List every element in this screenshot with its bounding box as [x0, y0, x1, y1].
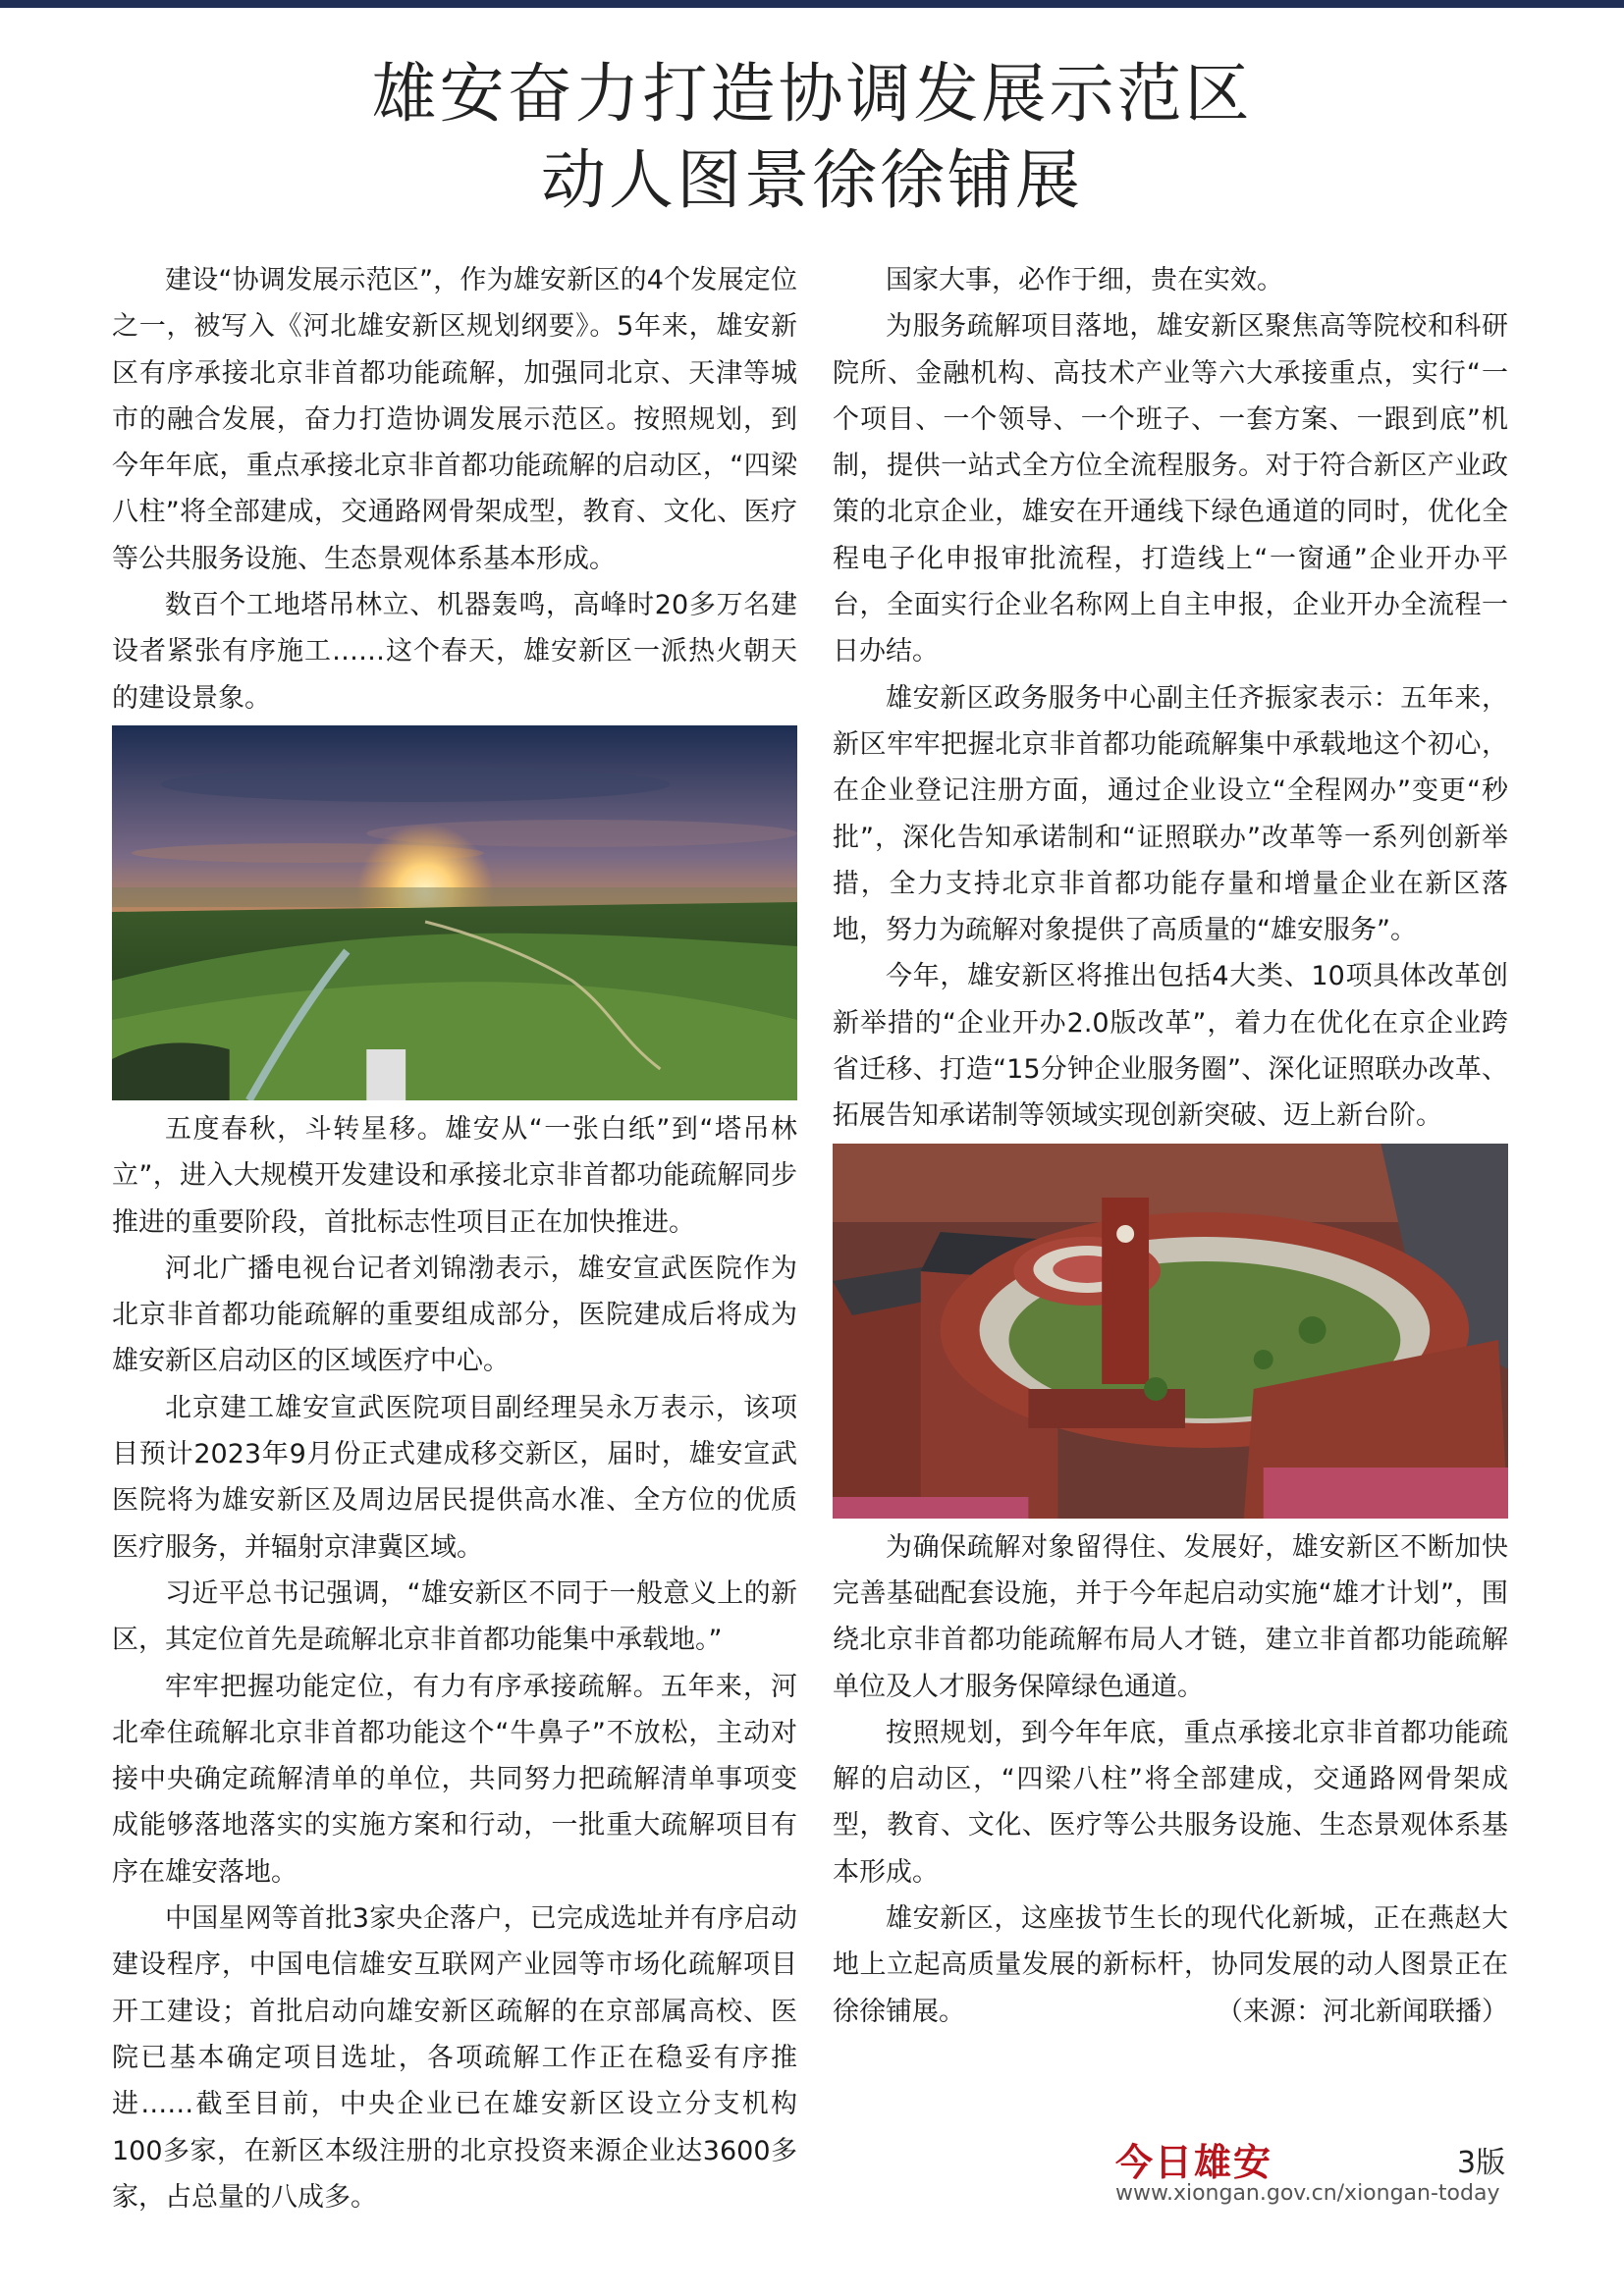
left-column	[112, 257, 797, 2220]
left-paragraph-7: 牢牢把握功能定位，有力有序承接疏解。五年来，河北牵住疏解北京非首都功能这个“牛鼻子”不放松，主动对接中央确定疏解清单的单位，共同努力把疏解清单事项变成能够落地落实的实施方案和行动，一批重大疏解项目有序在雄安落地。	[112, 1671, 797, 1888]
title-line-1: 雄安奋力打造协调发展示范区	[371, 56, 1253, 132]
right-paragraph-2: 为服务疏解项目落地，雄安新区聚焦高等院校和科研院所、金融机构、高技术产业等六大承接重点，实行“一个项目、一个领导、一个班子、一套方案、一跟到底”机制，提供一站式全方位全流程服务。对于符合新区产业政策的北京企业，雄安在开通线下绿色通道的同时，优化全程电子化申报审批流程，打造线上“一窗通”企业开办平台，全面实行企业名称网上自主申报，企业开办全流程一日办结。	[833, 311, 1508, 667]
left-paragraph-6: 习近平总书记强调，“雄安新区不同于一般意义上的新区，其定位首先是疏解北京非首都功能集中承载地。”	[112, 1577, 797, 1656]
footer-url: www.xiongan.gov.cn/xiongan-today	[1115, 2181, 1500, 2206]
left-paragraph-5: 北京建工雄安宣武医院项目副经理吴永万表示，该项目预计2023年9月份正式建成移交新区，届时，雄安宣武医院将为雄安新区及周边居民提供高水准、全方位的优质医疗服务，并辐射京津冀区域。	[112, 1392, 797, 1563]
left-paragraph-2: 数百个工地塔吊林立、机器轰鸣，高峰时20多万名建设者紧张有序施工……这个春天，雄安新区一派热火朝天的建设景象。	[112, 590, 797, 714]
right-paragraph-4: 今年，雄安新区将推出包括4大类、10项具体改革创新举措的“企业开办2.0版改革”，着力在优化在京企业跨省迁移、打造“15分钟企业服务圈”、深化证照联办改革、拓展告知承诺制等领域实现创新突破、迈上新台阶。	[833, 961, 1508, 1132]
page-number: 3版	[1457, 2146, 1506, 2180]
closing-text: 雄安新区，这座拔节生长的现代化新城，正在燕赵大地上立起高质量发展的新标杆，协同发展的动人图景正在徐徐铺展。	[833, 1903, 1508, 2027]
title-line-2: 动人图景徐徐铺展	[541, 142, 1083, 218]
newspaper-logo: 今日雄安	[1115, 2140, 1273, 2184]
right-paragraph-3: 雄安新区政务服务中心副主任齐振家表示：五年来，新区牢牢把握北京非首都功能疏解集中承载地这个初心，在企业登记注册方面，通过企业设立“全程网办”变更“秒批”，深化告知承诺制和“证照联办”改革等一系列创新举措，全力支持北京非首都功能存量和增量企业在新区落地，努力为疏解对象提供了高质量的“雄安服务”。	[833, 682, 1508, 946]
source-credit: （来源：河北新闻联播）	[1217, 1996, 1508, 2027]
left-paragraph-1: 建设“协调发展示范区”，作为雄安新区的4个发展定位之一，被写入《河北雄安新区规划纲要》。5年来，雄安新区有序承接北京非首都功能疏解，加强同北京、天津等城市的融合发展，奋力打造协调发展示范区。按照规划，到今年年底，重点承接北京非首都功能疏解的启动区，“四梁八柱”将全部建成，交通路网骨架成型，教育、文化、医疗等公共服务设施、生态景观体系基本形成。	[112, 265, 797, 574]
right-paragraph-5: 为确保疏解对象留得住、发展好，雄安新区不断加快完善基础配套设施，并于今年起启动实施“雄才计划”，围绕北京非首都功能疏解布局人才链，建立非首都功能疏解单位及人才服务保障绿色通道。	[833, 1531, 1508, 1702]
right-paragraph-7	[833, 1896, 1508, 2035]
campus-aerial-photo	[833, 1144, 1508, 1519]
left-paragraph-8: 中国星网等首批3家央企落户，已完成选址并有序启动建设程序，中国电信雄安互联网产业园等市场化疏解项目开工建设；首批启动向雄安新区疏解的在京部属高校、医院已基本确定项目选址，各项疏解工作正在稳妥有序推进……截至目前，中央企业已在雄安新区设立分支机构100多家，在新区本级注册的北京投资来源企业达3600多家，占总量的八成多。	[112, 1903, 797, 2213]
right-paragraph-1: 国家大事，必作于细，贵在实效。	[886, 265, 1283, 295]
right-paragraph-6: 按照规划，到今年年底，重点承接北京非首都功能疏解的启动区，“四梁八柱”将全部建成，交通路网骨架成型，教育、文化、医疗等公共服务设施、生态景观体系基本形成。	[833, 1717, 1508, 1888]
right-column	[833, 257, 1508, 2035]
left-paragraph-4: 河北广播电视台记者刘锦渤表示，雄安宣武医院作为北京非首都功能疏解的重要组成部分，医院建成后将成为雄安新区启动区的区域医疗中心。	[112, 1253, 797, 1377]
sunset-landscape-photo	[112, 725, 797, 1100]
left-paragraph-3: 五度春秋，斗转星移。雄安从“一张白纸”到“塔吊林立”，进入大规模开发建设和承接北京非首都功能疏解同步推进的重要阶段，首批标志性项目正在加快推进。	[112, 1113, 797, 1238]
top-bar	[0, 0, 1624, 8]
article-title	[0, 51, 1624, 224]
